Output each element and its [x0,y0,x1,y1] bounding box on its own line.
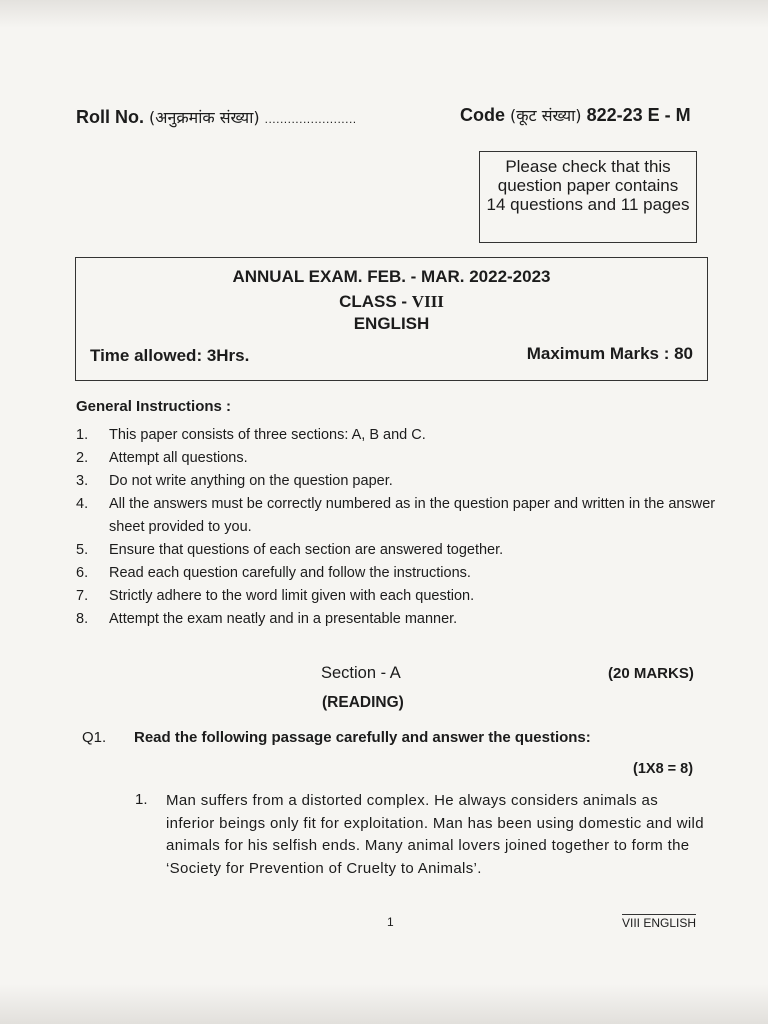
general-instructions-heading: General Instructions : [76,398,232,415]
instruction-item: 6. Read each question carefully and follow the instructions. [76,565,471,581]
roll-number-field [76,106,357,128]
instruction-item: 8. Attempt the exam neatly and in a presentable manner. [76,611,458,627]
section-a-title: Section - A [321,664,401,682]
instructions-list [76,424,716,631]
page-check-notice: Please check that this question paper contains 14 questions and 11 pages [479,151,697,243]
subject-title: ENGLISH [353,314,430,333]
code-value: 822-23 E - M [586,105,691,125]
instruction-item: 3. Do not write anything on the question paper. [76,473,393,489]
instruction-item: 4. All the answers must be correctly numbered as in the question paper and written in the answer sheet provided to you. [76,496,716,535]
passage-text: Man suffers from a distorted complex. He always considers animals as inferior beings only fit for exploitation. Man has been using domestic and wild animals for his selfish ends. Many animal lovers joined together to form the ‘Society for Prevention of Cruelty to Animals’. [166,792,704,877]
question-number: Q1. [82,729,107,746]
maximum-marks: Maximum Marks : 80 [526,344,693,363]
class-label: CLASS - [339,292,412,311]
instruction-item: 5. Ensure that questions of each section are answered together. [76,542,504,558]
section-a-subtitle: (READING) [322,694,404,711]
code-label: Code [460,105,505,125]
class-value: VIII [411,292,444,311]
code-hindi-label: (कूट संख्या) [510,106,582,125]
exam-title-box [75,257,708,381]
page-number: 1 [387,915,394,929]
question-text: Read the following passage carefully and answer the questions: [134,729,591,746]
instruction-item: 2. Attempt all questions. [76,450,248,466]
roll-blank: ........................ [264,112,357,126]
section-a-marks: (20 MARKS) [608,665,694,682]
roll-hindi-label: (अनुक्रमांक संख्या) [149,108,260,127]
time-allowed: Time allowed: 3Hrs. [90,346,250,365]
question-marks: (1X8 = 8) [633,761,694,777]
exam-title: ANNUAL EXAM. FEB. - MAR. 2022-2023 [232,267,551,286]
paper-code [460,104,691,126]
instruction-item: 1. This paper consists of three sections: A, B and C. [76,427,426,443]
class-line [76,292,707,312]
roll-label: Roll No. [76,107,144,127]
footer-subject: VIII ENGLISH [622,916,697,930]
instruction-item: 7. Strictly adhere to the word limit given with each question. [76,588,475,604]
passage-number: 1. [135,791,148,808]
